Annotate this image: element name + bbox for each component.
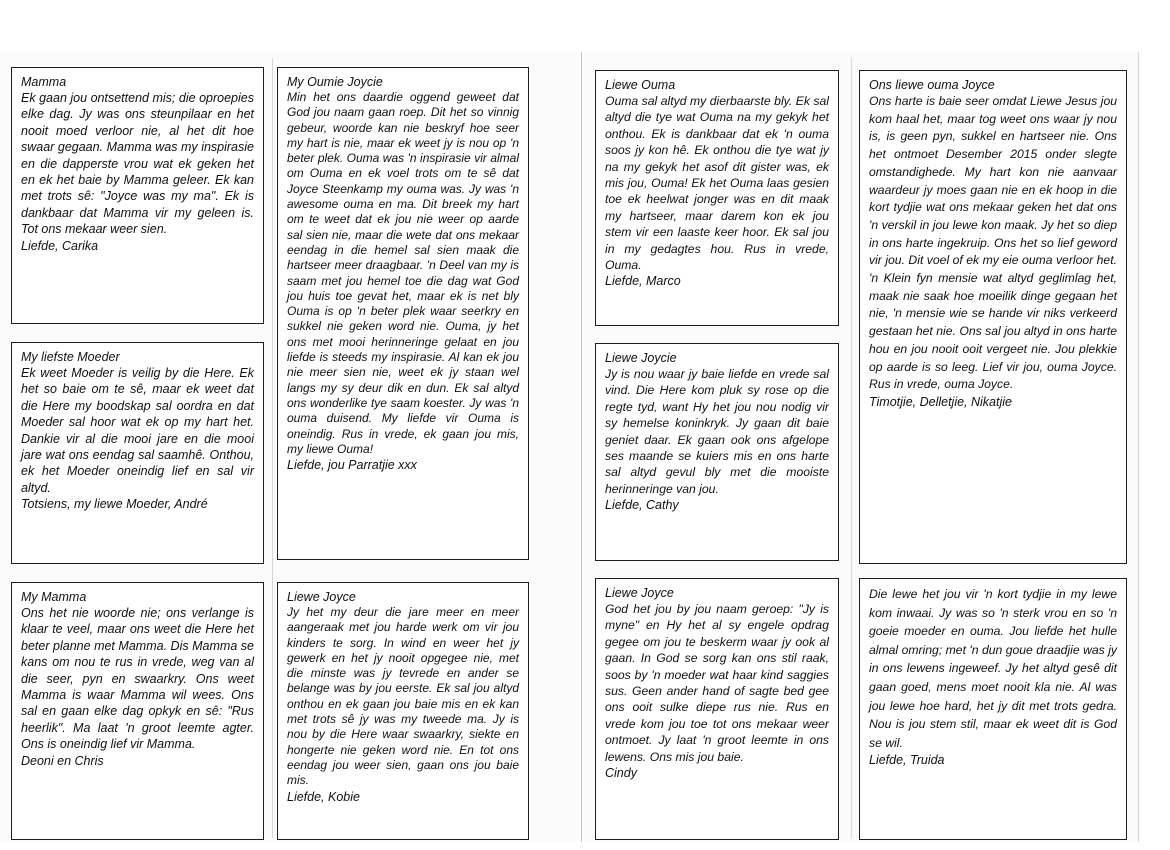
- tribute-title: Liewe Joyce: [287, 590, 356, 604]
- tribute-signature: Liefde, jou Parratjie xxx: [287, 458, 417, 473]
- tribute-signature: Totsiens, my liewe Moeder, André: [21, 497, 208, 512]
- tribute-message: Ek gaan jou ontsettend mis; die oproepies elke dag. Jy was ons steunpilaar en het nooit moed verloor nie, al het dit hoe swaar gegaan. Mamma was my inspirasie en die dapperste vrou wat ek geken het en ek het baie by Mamma geleer. Ek kan met trots sê: "Joyce was my ma". Ek is dankbaar dat Mamma vir my geleen is. Tot ons mekaar weer sien.: [21, 91, 254, 237]
- tribute-title: Liewe Ouma: [605, 78, 676, 92]
- tribute-card: [859, 578, 1127, 840]
- tribute-title: My Oumie Joycie: [287, 75, 383, 89]
- tribute-title: Liewe Joyce: [605, 586, 674, 600]
- fold-line-edge: [1138, 52, 1139, 842]
- tribute-card: [595, 70, 839, 326]
- tribute-message: Min het ons daardie oggend geweet dat God jou naam gaan roep. Dit het so vinnig gebeur, woorde kan nie beskryf hoe seer my hart is nie, maar ek weet jy is nou op 'n beter plek. Ouma was 'n inspirasie vir almal om Ouma en ek voel trots om te sê dat Joyce Steenkamp my ouma was. Jy was 'n awesome ouma en ma. Dit breek my hart om te weet dat ek jou nie weer op aarde sal sien nie, maar die wete dat ons mekaar eendag in die hemel sal sien maak die hartseer meer draagbaar. 'n Deel van my is saam met jou hemel toe die dag wat God jou huis toe gevat het, maar ek is net bly Ouma is op 'n beter plek waar seerkry en sukkel nie geken word nie. Ouma, jy het ons met mooi herinneringe gelaat en jou liefde is steeds my inspirasie. Al kan ek jou nie meer sien nie, weet ek jy staan wel langs my sy deur dik en dun. Ek sal altyd ons wonderlike tye saam koester. Jy was 'n ouma duisend. My liefde vir Ouma is oneindig. Rus in vrede, ek gaan jou mis, my liewe Ouma!: [287, 90, 519, 456]
- tribute-message: Ons het nie woorde nie; ons verlange is klaar te veel, maar ons weet die Here het beter planne met Mamma. Dis Mamma se kans om nou te rus in vrede, weg van al die seer, pyn en swaarkry. Ons weet Mamma is waar Mamma wil wees. Ons sal en gaan elke dag opkyk en sê: "Rus heerlik". Ma laat 'n groot leemte agter. Ons is oneindig lief vir Mamma.: [21, 606, 254, 752]
- tribute-title: My liefste Moeder: [21, 350, 120, 364]
- tribute-signature: Liefde, Truida: [869, 753, 945, 768]
- tribute-message: Ek weet Moeder is veilig by die Here. Ek het so baie om te sê, maar ek weet dat die Here my boodskap sal oordra en dat Moeder sal hoor wat ek op my hart het. Dankie vir al die mooi jare en die mooi jare wat ons eendag sal saamhê. Onthou, ek het Moeder oneindig lief en sal vir altyd.: [21, 366, 254, 495]
- tribute-signature: Liefde, Marco: [605, 274, 681, 289]
- tribute-message: Jy is nou waar jy baie liefde en vrede sal vind. Die Here kom pluk sy rose op die regte tyd, want Hy het jou nou nodig vir sy hemelse koninkryk. Jy gaan dit baie geniet daar. Ek gaan ook ons afgelope ses maande se kuiers mis en ons harte sal altyd gevul bly met die mooiste herinneringe van jou.: [605, 367, 829, 496]
- tribute-title: Mamma: [21, 75, 67, 89]
- tribute-card: [595, 578, 839, 840]
- tribute-message: God het jou by jou naam geroep: "Jy is myne" en Hy het al sy engele opdrag gegee om jou te beskerm waar jy ook al gaan. In God se sorg kan ons stil raak, soos by 'n moeder wat haar kind saggies sus. Geen ander hand of sagte bed gee ons ooit sulke diepe rus nie. Rus en vrede kom jou toe tot ons mekaar weer ontmoet. Jy laat 'n groot leemte in ons lewens. Ons mis jou baie.: [605, 602, 829, 764]
- tribute-card: [11, 67, 264, 324]
- tribute-title: Liewe Joycie: [605, 351, 677, 365]
- tribute-card: [277, 582, 529, 840]
- tribute-signature: Liefde, Carika: [21, 238, 99, 253]
- tribute-card: [859, 70, 1127, 564]
- tribute-title: Ons liewe ouma Joyce: [869, 78, 995, 92]
- tribute-card: [11, 582, 264, 840]
- fold-line-right: [851, 58, 852, 838]
- tribute-signature: Cindy: [605, 766, 637, 781]
- tribute-message: Ons harte is baie seer omdat Liewe Jesus jou kom haal het, maar tog weet ons waar jy nou is, is geen pyn, sukkel en hartseer nie. Ons het ontmoet Desember 2015 onder slegte omstandighede. My hart kon nie aanvaar waardeur jy moes gaan nie en ek hoop in die kort tydjie wat ons mekaar geken het dat ons 'n verskil in jou lewe kon maak. Jy het so diep in ons harte ingekruip. Ons het so lief geword vir jou. Dit voel of ek my eie ouma verloor het. 'n Klein fyn mensie wat altyd geglimlag het, maak nie saak hoe moeilik dinge gegaan het nie, 'n mensie wie se hande vir niks verkeerd gestaan het nie. Ons sal jou altyd in ons harte hou en jou nooit ooit vergeet nie. Jou plekkie op aarde is so leeg. Lief vir jou, ouma Joyce. Rus in vrede, ouma Joyce.: [869, 94, 1117, 392]
- tribute-message: Jy het my deur die jare meer en meer aangeraak met jou harde werk om vir jou kinders te sorg. In wind en weer het jy gewerk en het jy nooit opgegee nie, met die minste was jy tevrede en ander se belange was by jou eerste. Ek sal jou altyd onthou en ek gaan jou baie mis en ek kan met trots sê jy was my tweede ma. Jy is nou by die Here waar swaarkry, siekte en hongerte nie geken word nie. En tot ons eendag jou weer sien, gaan ons jou baie mis.: [287, 605, 519, 788]
- tribute-card: [11, 342, 264, 564]
- tribute-message: Ouma sal altyd my dierbaarste bly. Ek sal altyd die tye wat Ouma na my gekyk het onthou. Ek is dankbaar dat ek 'n ouma soos jy kon hê. Ek onthou die tye wat jy na my gekyk het asof dit gister was, ek mis jou, Ouma! Ek het Ouma laas gesien toe ek heelwat jonger was en dit maak my hartseer, maar darem kon ek jou stem vir een laaste keer hoor. Ek sal jou in my gedagtes hou. Rus in vrede, Ouma.: [605, 94, 829, 273]
- tribute-signature: Deoni en Chris: [21, 753, 104, 768]
- tribute-signature: Liefde, Cathy: [605, 498, 679, 513]
- tribute-message: Die lewe het jou vir 'n kort tydjie in my lewe kom inwaai. Jy was so 'n sterk vrou en so 'n goeie moeder en ouma. Jou liefde het hulle almal omring; met 'n dun goue draadjie was jy in ons lewens ingeweef. Jy het altyd gesê dit gaan goed, mens moet nooit kla nie. Al was jou lewe hoe hard, het jy dit met trots gedra. Nou is jou stem stil, maar ek weet dit is God se wil.: [869, 587, 1117, 750]
- tribute-card: [277, 67, 529, 560]
- tribute-signature: Liefde, Kobie: [287, 789, 360, 804]
- tribute-card: [595, 343, 839, 561]
- tribute-title: My Mamma: [21, 590, 87, 604]
- fold-line-left: [272, 58, 273, 838]
- tribute-signature: Timotjie, Delletjie, Nikatjie: [869, 394, 1012, 409]
- fold-line-center: [581, 52, 582, 842]
